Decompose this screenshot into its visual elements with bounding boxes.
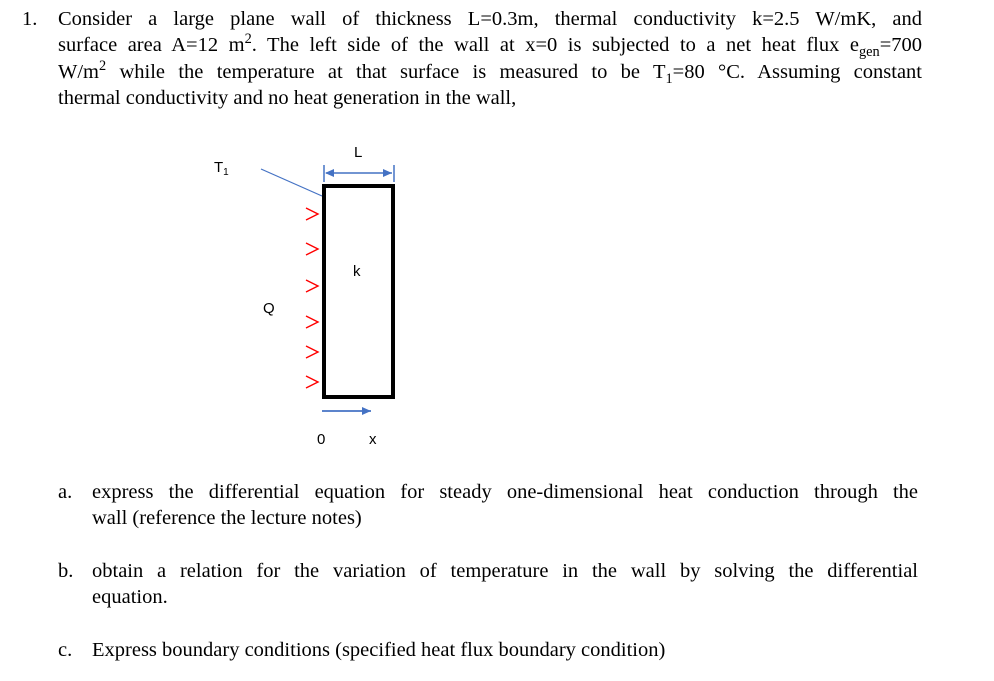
question-b (58, 558, 918, 611)
problem-line-4: thermal conductivity and no heat generation in the wall, (58, 87, 517, 110)
label-k: k (353, 263, 361, 280)
question-c-line-1: Express boundary conditions (specified heat flux boundary condition) (92, 639, 666, 661)
heat-flux-arrows (306, 208, 318, 388)
question-a-letter: a. (58, 481, 73, 503)
problem-line-1: Consider a large plane wall of thickness L=0.3m, thermal conductivity k=2.5 W/mK, and (58, 8, 922, 30)
flux-arrow-3 (306, 280, 318, 292)
label-origin: 0 (317, 431, 326, 448)
flux-arrow-5 (306, 346, 318, 358)
problem-line-3: $W/m^2$ while the temperature at that surface is measured to be $T_1=80$ °C. Assuming constant (58, 57, 922, 87)
problem-number: 1. (22, 8, 38, 30)
question-c-letter: c. (58, 639, 73, 661)
flux-arrow-2 (306, 243, 318, 255)
question-a (58, 479, 918, 532)
question-b-line-1: obtain a relation for the variation of temperature in the wall by solving the differential (92, 560, 918, 582)
flux-arrow-6 (306, 376, 318, 388)
t1-leader-line (261, 169, 322, 196)
question-b-line-2: equation. (92, 586, 168, 609)
label-x: x (369, 431, 377, 448)
label-Q: Q (263, 300, 275, 317)
question-a-line-2: wall (reference the lecture notes) (92, 507, 362, 530)
wall-rectangle (324, 186, 393, 397)
question-a-line-1: express the differential equation for steady one-dimensional heat conduction through the (92, 481, 918, 503)
label-L: L (354, 144, 363, 161)
problem-line-2: surface area A=12 $m^2$. The left side of the wall at x=0 is subjected to a net heat flux $e_{gen}=700$ (58, 31, 923, 61)
flux-arrow-1 (306, 208, 318, 220)
label-T1: $T_1$ (214, 159, 229, 178)
question-c (58, 637, 918, 663)
question-b-letter: b. (58, 560, 74, 582)
flux-arrow-4 (306, 316, 318, 328)
